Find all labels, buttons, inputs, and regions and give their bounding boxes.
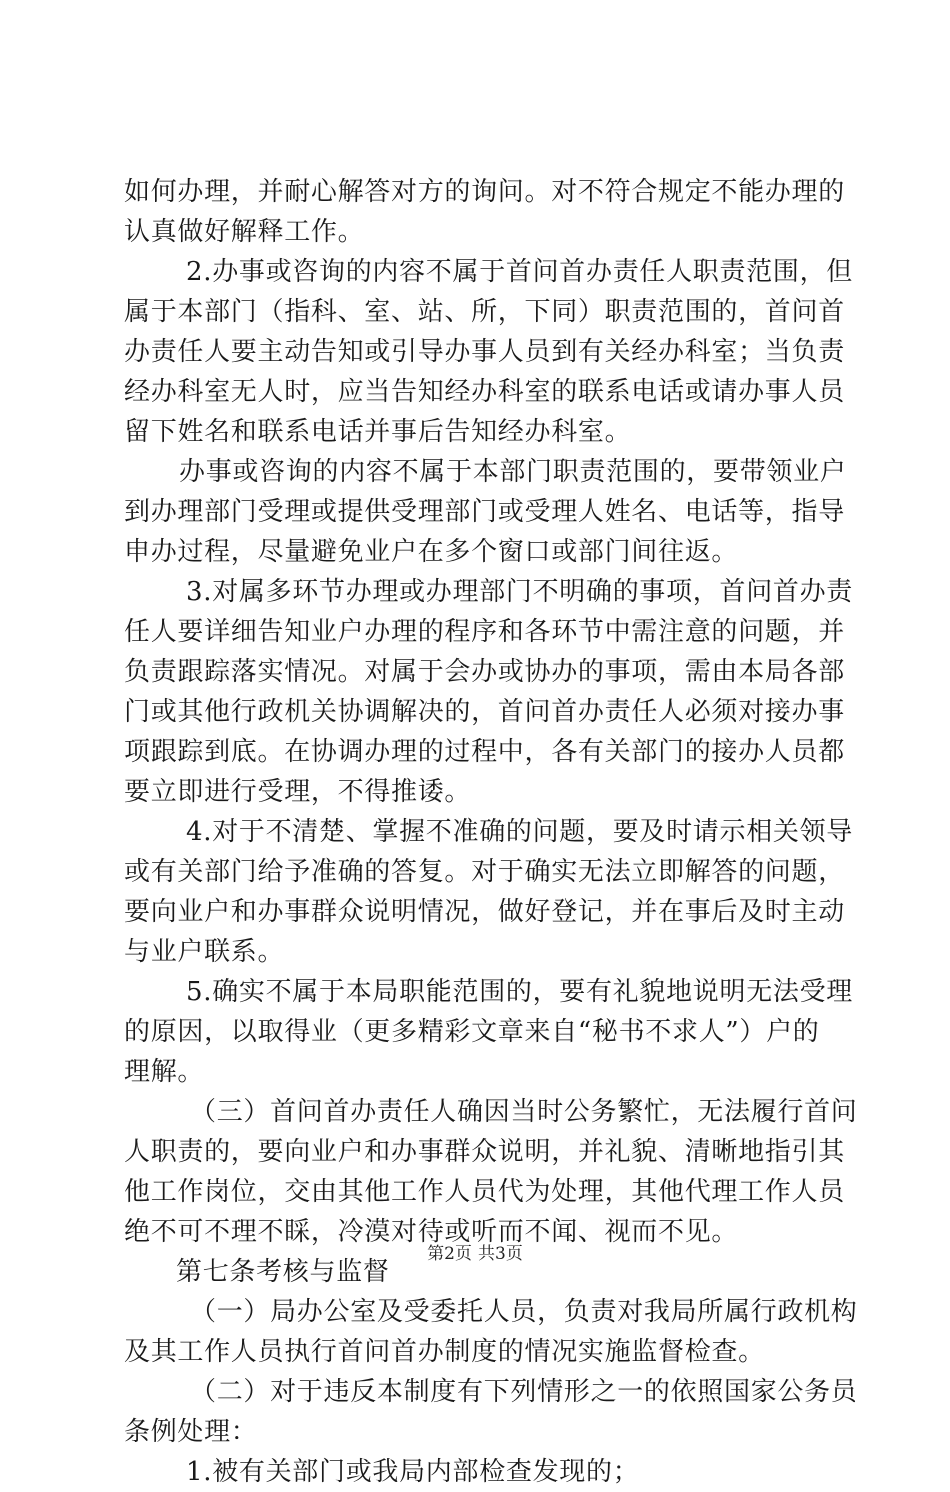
text-line: （二）对于违反本制度有下列情形之一的依照国家公务员 <box>190 1377 858 1407</box>
text-line: 属于本部门（指科、室、站、所，下同）职责范围的，首问首 <box>124 297 845 327</box>
text-line: 的原因，以取得业（更多精彩文章来自“秘书不求人”）户的 <box>124 1017 820 1047</box>
section-heading: 第七条考核与监督 <box>176 1257 390 1287</box>
text-line: 理解。 <box>124 1057 205 1087</box>
text-line: 申办过程，尽量避免业户在多个窗口或部门间往返。 <box>124 537 739 567</box>
text-line: 4.对于不清楚、掌握不准确的问题，要及时请示相关领导 <box>186 817 854 847</box>
text-line: 经办科室无人时，应当告知经办科室的联系电话或请办事人员 <box>124 377 845 407</box>
text-line: 如何办理，并耐心解答对方的询问。对不符合规定不能办理的 <box>124 177 845 207</box>
text-line: 到办理部门受理或提供受理部门或受理人姓名、电话等，指导 <box>124 497 845 527</box>
text-line: 留下姓名和联系电话并事后告知经办科室。 <box>124 417 632 447</box>
text-line: 任人要详细告知业户办理的程序和各环节中需注意的问题，并 <box>124 617 845 647</box>
page-number: 第2页 <box>427 1244 472 1264</box>
page-total: 共3页 <box>478 1244 523 1264</box>
text-line: 要立即进行受理，不得推诿。 <box>124 777 472 807</box>
text-line: 5.确实不属于本局职能范围的，要有礼貌地说明无法受理 <box>186 977 854 1007</box>
text-line: 2.办事或咨询的内容不属于首问首办责任人职责范围，但 <box>186 257 854 287</box>
text-line: 门或其他行政机关协调解决的，首问首办责任人必须对接办事 <box>124 697 845 727</box>
document-body <box>124 172 858 1492</box>
page-footer <box>0 1243 950 1265</box>
text-line: 与业户联系。 <box>124 937 285 967</box>
text-line: 及其工作人员执行首问首办制度的情况实施监督检查。 <box>124 1337 765 1367</box>
text-line: （一）局办公室及受委托人员，负责对我局所属行政机构 <box>190 1297 858 1327</box>
text-line: 条例处理： <box>124 1417 258 1447</box>
text-line: 负责跟踪落实情况。对属于会办或协办的事项，需由本局各部 <box>124 657 845 687</box>
text-line: 人职责的，要向业户和办事群众说明，并礼貌、清晰地指引其 <box>124 1137 845 1167</box>
text-line: 办责任人要主动告知或引导办事人员到有关经办科室；当负责 <box>124 337 845 367</box>
text-line: 办事或咨询的内容不属于本部门职责范围的，要带领业户 <box>179 457 847 487</box>
text-line: 项跟踪到底。在协调办理的过程中，各有关部门的接办人员都 <box>124 737 845 767</box>
text-line: 认真做好解释工作。 <box>124 217 365 247</box>
text-line: 他工作岗位，交由其他工作人员代为处理，其他代理工作人员 <box>124 1177 845 1207</box>
text-line: 1.被有关部门或我局内部检查发现的； <box>186 1457 640 1487</box>
text-line: 或有关部门给予准确的答复。对于确实无法立即解答的问题， <box>124 857 845 887</box>
text-line: 要向业户和办事群众说明情况，做好登记，并在事后及时主动 <box>124 897 845 927</box>
text-line: 绝不可不理不睬，冷漠对待或听而不闻、视而不见。 <box>124 1217 739 1247</box>
text-line: （三）首问首办责任人确因当时公务繁忙，无法履行首问 <box>190 1097 858 1127</box>
text-line: 3.对属多环节办理或办理部门不明确的事项，首问首办责 <box>186 577 854 607</box>
